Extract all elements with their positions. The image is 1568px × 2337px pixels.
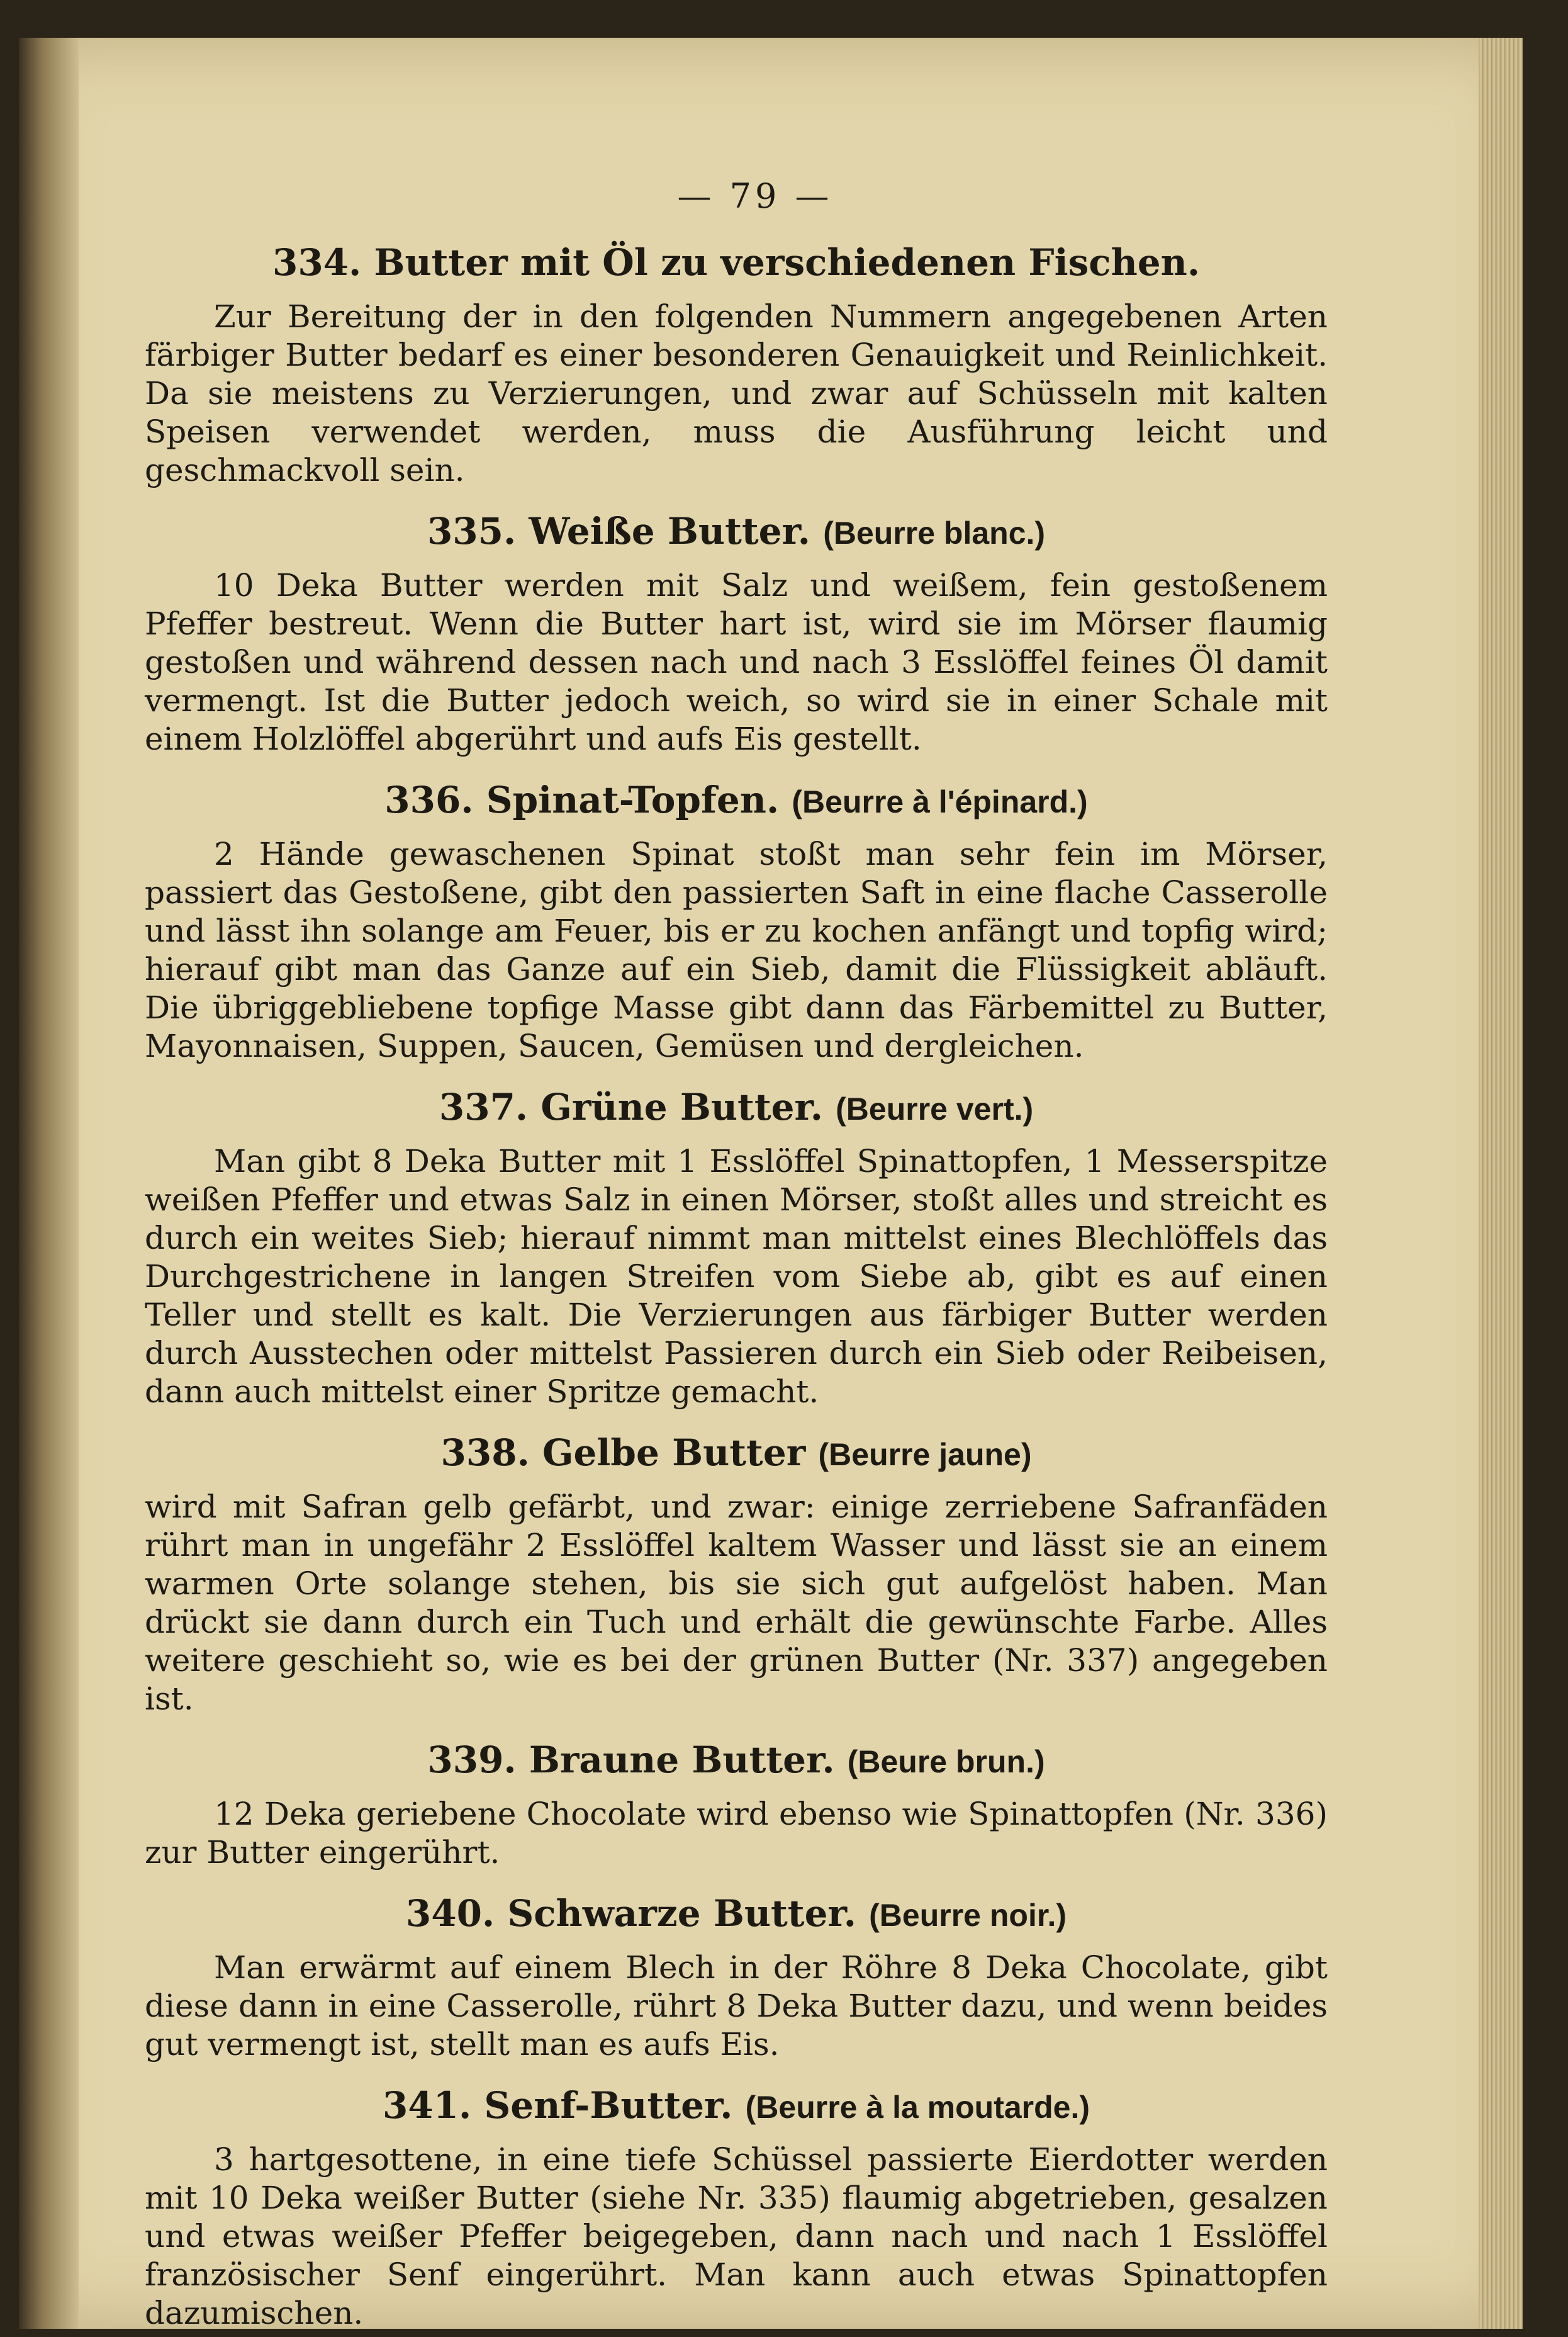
recipe-text-340: Man erwärmt auf einem Blech in der Röhre 8 Deka Chocolate, gibt diese dann in eine Casserolle, rührt 8 Deka Butter dazu, und wenn beides gut vermengt ist, stellt man es aufs Eis.: [145, 1949, 1328, 2063]
recipe-heading-341: [145, 2084, 1328, 2127]
page-edges: [1479, 38, 1523, 2329]
recipe-french-title: (Beurre vert.): [836, 1091, 1034, 1127]
recipe-french-title: (Beure brun.): [847, 1744, 1045, 1779]
page-content: [145, 176, 1328, 2333]
recipe-title: 340. Schwarze Butter.: [405, 1892, 856, 1935]
book-page: [19, 38, 1523, 2329]
recipe-french-title: (Beurre noir.): [869, 1898, 1067, 1933]
recipe-french-title: (Beurre jaune): [818, 1437, 1032, 1472]
recipe-heading-338: [145, 1431, 1328, 1474]
recipe-title: 341. Senf-Butter.: [382, 2084, 733, 2127]
book-gutter: [19, 38, 79, 2329]
recipe-text-337: Man gibt 8 Deka Butter mit 1 Esslöffel Spinattopfen, 1 Messerspitze weißen Pfeffer und etwas Salz in einen Mörser, stoßt alles und streicht es durch ein weites Sieb; hierauf nimmt man mittelst eines Blechlöffels das Durchgestrichene in langen Streifen vom Siebe ab, gibt es auf einen Teller und stellt es kalt. Die Verzierungen aus färbiger Butter werden durch Ausstechen oder mittelst Passieren durch ein Sieb oder Reibeisen, dann auch mittelst einer Spritze gemacht.: [145, 1143, 1328, 1410]
page-number: — 79 —: [677, 176, 833, 216]
recipe-title: 336. Spinat-Topfen.: [384, 779, 780, 821]
recipe-heading-336: [145, 779, 1328, 821]
recipe-heading-339: [145, 1738, 1328, 1781]
recipe-french-title: (Beurre à la moutarde.): [745, 2090, 1090, 2125]
recipe-text-338: wird mit Safran gelb gefärbt, und zwar: einige zerriebene Safranfäden rührt man in ungefähr 2 Esslöffel kaltem Wasser und lässt sie an einem warmen Orte solange stehen, bis sie sich gut aufgelöst haben. Man drückt sie dann durch ein Tuch und erhält die gewünschte Farbe. Alles weitere geschieht so, wie es bei der grünen Butter (Nr. 337) angegeben ist.: [145, 1489, 1328, 1717]
recipe-text-341: 3 hartgesottene, in eine tiefe Schüssel passierte Eierdotter werden mit 10 Deka weißer Butter (siehe Nr. 335) flaumig abgetrieben, gesalzen und etwas weißer Pfeffer beigegeben, dann nach und nach 1 Esslöffel französischer Senf eingerührt. Man kann auch etwas Spinattopfen dazumischen.: [145, 2141, 1328, 2331]
recipe-heading-337: [145, 1086, 1328, 1129]
recipe-title: 335. Weiße Butter.: [427, 510, 810, 553]
recipe-title: 334. Butter mit Öl zu verschiedenen Fischen.: [272, 241, 1201, 284]
recipe-heading-335: [145, 510, 1328, 553]
recipe-text-336: 2 Hände gewaschenen Spinat stoßt man sehr fein im Mörser, passiert das Gestoßene, gibt den passierten Saft in eine flache Casserolle und lässt ihn solange am Feuer, bis er zu kochen anfängt und topfig wird; hierauf gibt man das Ganze auf ein Sieb, damit die Flüssigkeit abläuft. Die übriggebliebene topfige Masse gibt dann das Färbemittel zu Butter, Mayonnaisen, Suppen, Saucen, Gemüsen und dergleichen.: [145, 836, 1328, 1064]
recipe-heading-334: [145, 241, 1328, 284]
recipe-title: 337. Grüne Butter.: [439, 1086, 823, 1129]
recipe-title: 339. Braune Butter.: [427, 1738, 835, 1781]
recipe-french-title: (Beurre à l'épinard.): [792, 784, 1088, 819]
recipe-text-334: Zur Bereitung der in den folgenden Nummern angegebenen Arten färbiger Butter bedarf es einer besonderen Genauigkeit und Reinlichkeit. Da sie meistens zu Verzierungen, und zwar auf Schüsseln mit kalten Speisen verwendet werden, muss die Ausführung leicht und geschmackvoll sein.: [145, 298, 1328, 488]
recipe-title: 338. Gelbe Butter: [440, 1431, 806, 1474]
recipe-text-339: 12 Deka geriebene Chocolate wird ebenso wie Spinattopfen (Nr. 336) zur Butter eingerührt.: [145, 1796, 1328, 1871]
recipe-french-title: (Beurre blanc.): [823, 515, 1046, 551]
recipe-text-335: 10 Deka Butter werden mit Salz und weißem, fein gestoßenem Pfeffer bestreut. Wenn die Butter hart ist, wird sie im Mörser flaumig gestoßen und während dessen nach und nach 3 Esslöffel feines Öl damit vermengt. Ist die Butter jedoch weich, so wird sie in einer Schale mit einem Holzlöffel abgerührt und aufs Eis gestellt.: [145, 567, 1328, 757]
recipe-heading-340: [145, 1892, 1328, 1935]
